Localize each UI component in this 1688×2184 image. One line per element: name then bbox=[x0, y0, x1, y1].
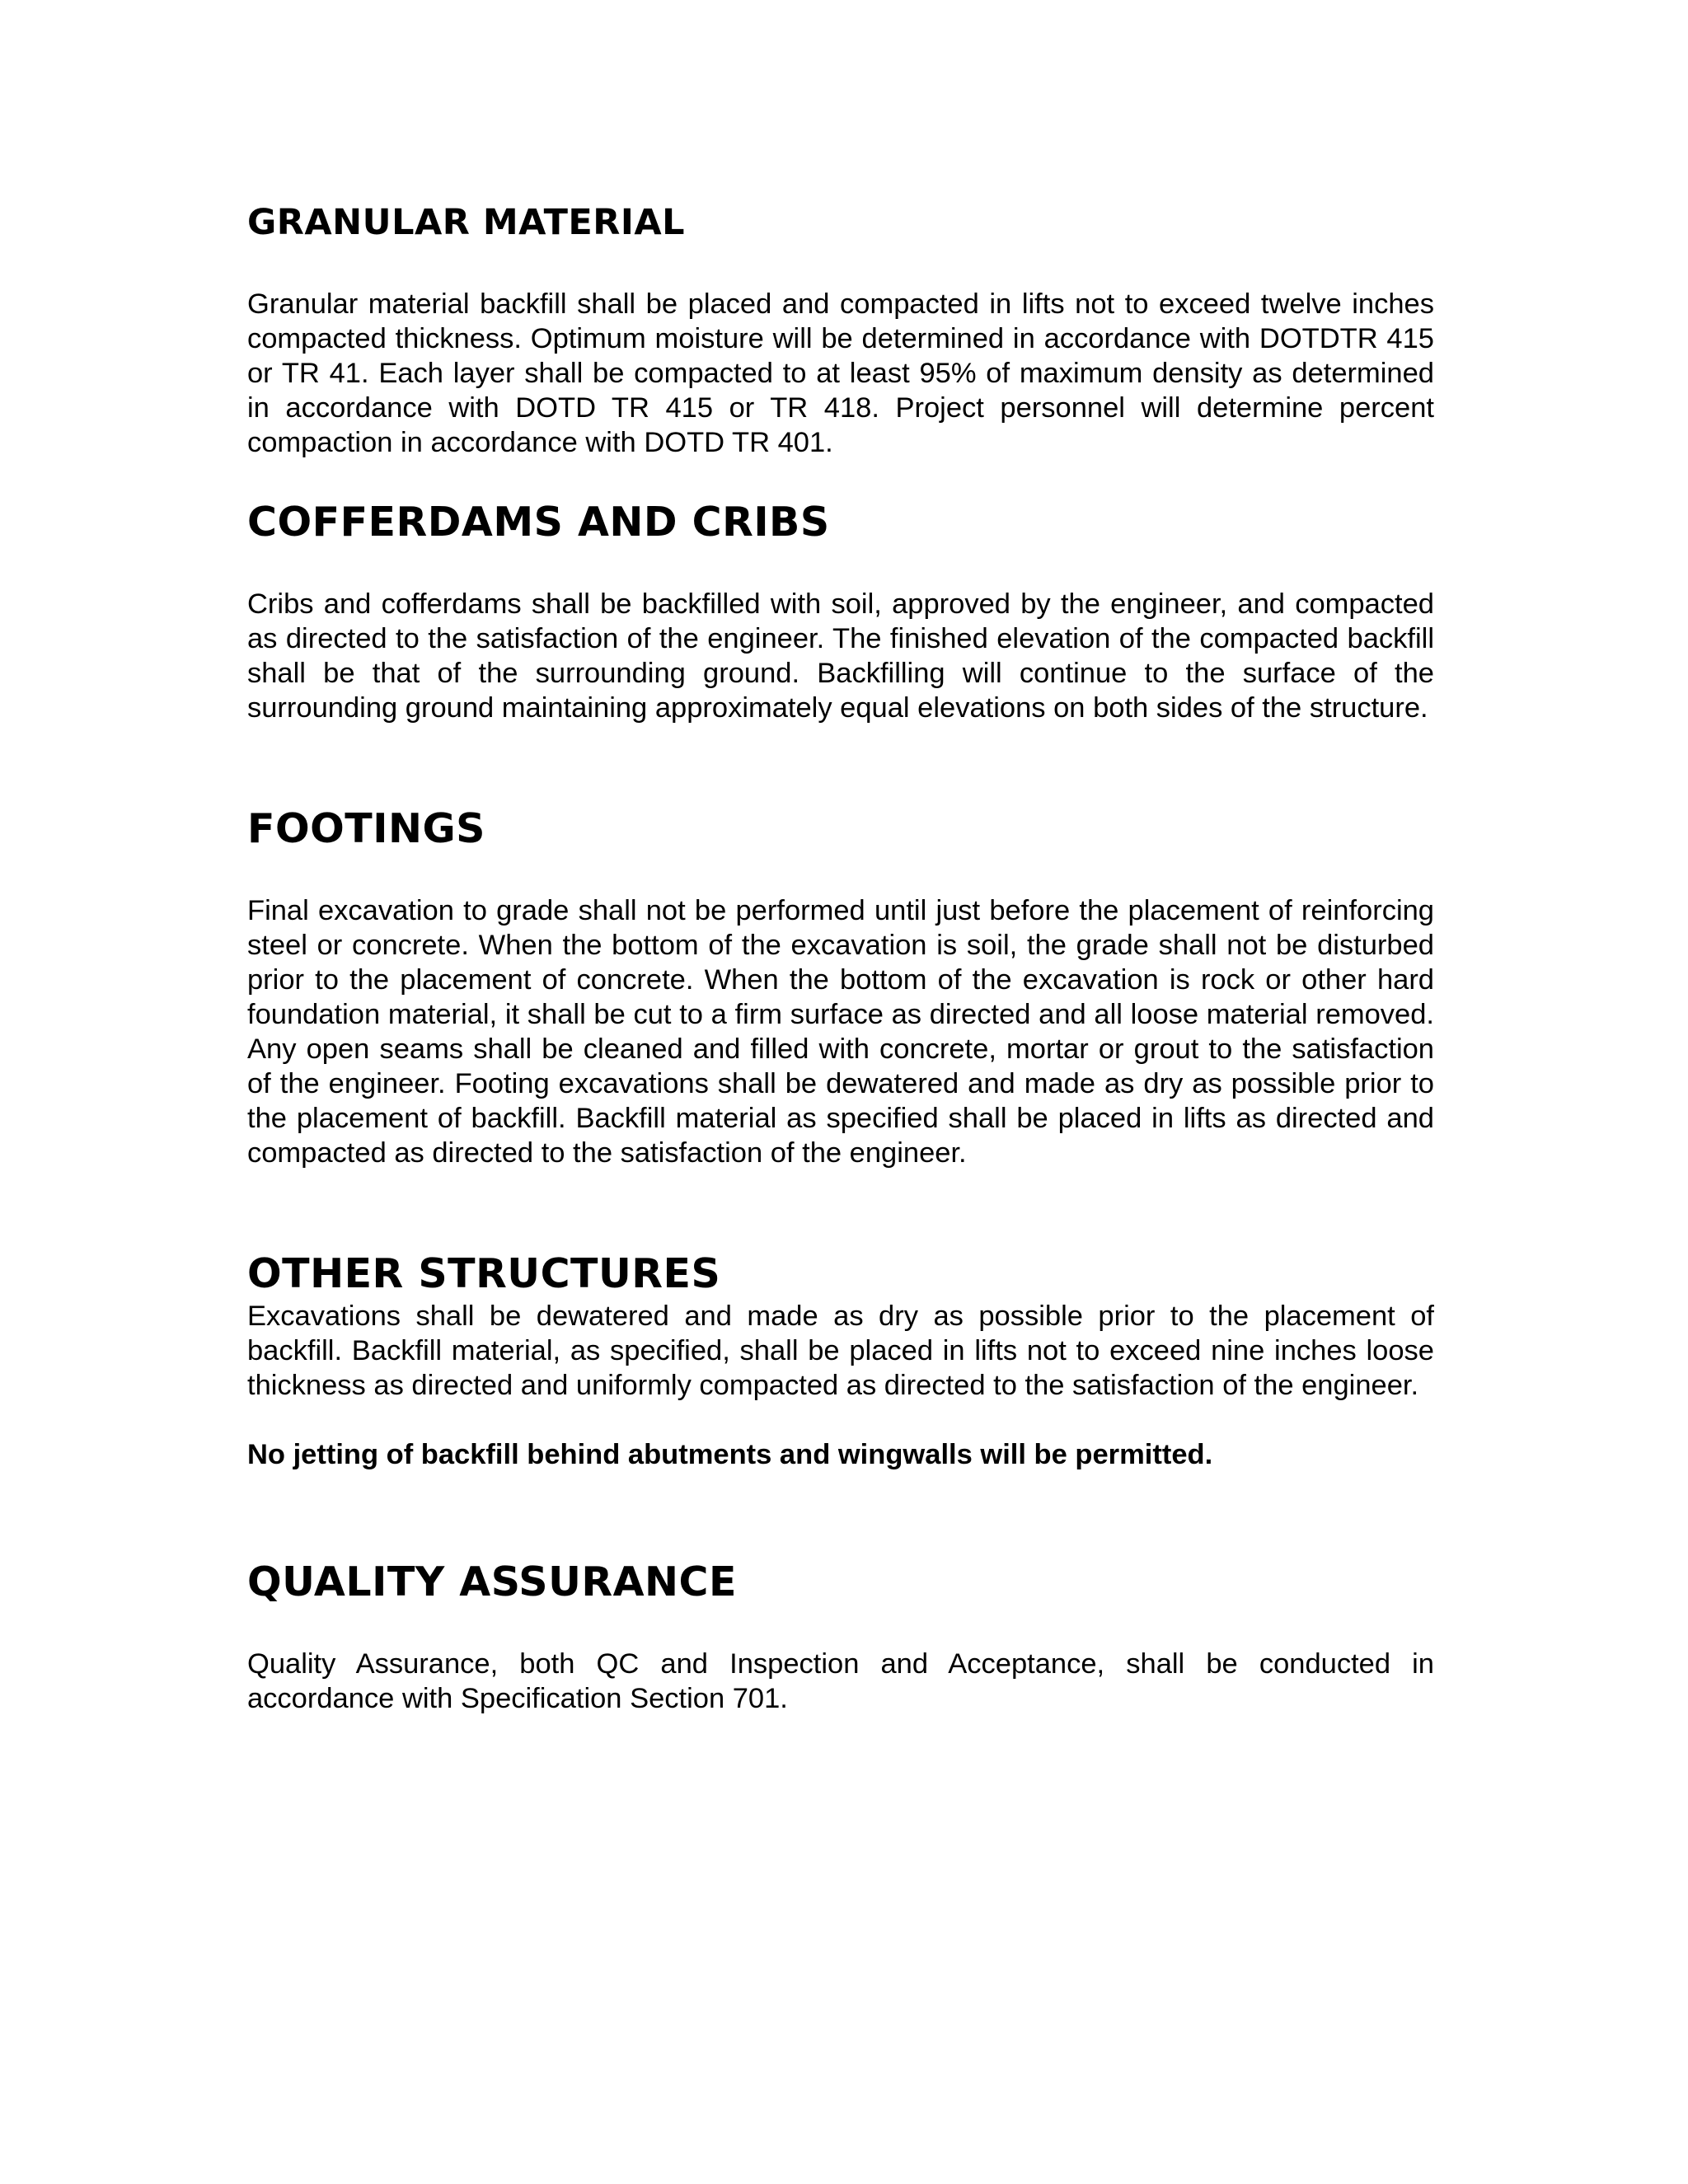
section-heading: QUALITY ASSURANCE bbox=[247, 1558, 737, 1605]
section-paragraph: Excavations shall be dewatered and made as dry as possible prior to the placement of backfill. Backfill material, as specified, shall be placed in lifts not to exceed nine inches loose thickness as directed and uniformly compacted as directed to the satisfaction of the engineer. bbox=[247, 1301, 1434, 1401]
section-other-structures bbox=[247, 1251, 1434, 1472]
section-paragraph: Cribs and cofferdams shall be backfilled with soil, approved by the engineer, and compacted as directed to the satisfaction of the engineer. The finished elevation of the compacted backfill shall be that of the surrounding ground. Backfilling will continue to the surface of the surrounding ground maintaining approximately equal elevations on both sides of the structure. bbox=[247, 588, 1434, 724]
section-heading: OTHER STRUCTURES bbox=[247, 1250, 721, 1297]
section-paragraph: Final excavation to grade shall not be performed until just before the placement of reinforcing steel or concrete. When the bottom of the excavation is soil, the grade shall not be disturbed prior to the placement of concrete. When the bottom of the excavation is rock or other hard foundation material, it shall be cut to a firm surface as directed and all loose material removed. Any open seams shall be cleaned and filled with concrete, mortar or grout to the satisfaction of the engineer. Footing excavations shall be dewatered and made as dry as possible prior to the placement of backfill. Backfill material as specified shall be placed in lifts as directed and compacted as directed to the satisfaction of the engineer. bbox=[247, 895, 1434, 1169]
section-quality-assurance bbox=[247, 1559, 1434, 1716]
section-heading: COFFERDAMS AND CRIBS bbox=[247, 499, 830, 546]
section-paragraph: Granular material backfill shall be placed and compacted in lifts not to exceed twelve inches compacted thickness. Optimum moisture will be determined in accordance with DOTDTR 415 or TR 41. Each layer shall be compacted to at least 95% of maximum density as determined in accordance with DOTD TR 415 or TR 418. Project personnel will determine percent compaction in accordance with DOTD TR 401. bbox=[247, 288, 1434, 458]
section-cofferdams-and-cribs bbox=[247, 499, 1434, 725]
section-granular-material bbox=[247, 199, 1434, 460]
section-heading: FOOTINGS bbox=[247, 805, 485, 852]
section-notice: No jetting of backfill behind abutments and wingwalls will be permitted. bbox=[247, 1439, 1213, 1470]
section-paragraph: Quality Assurance, both QC and Inspection and Acceptance, shall be conducted in accordance with Specification Section 701. bbox=[247, 1648, 1434, 1714]
section-footings bbox=[247, 806, 1434, 1170]
section-heading: GRANULAR MATERIAL bbox=[247, 202, 686, 243]
